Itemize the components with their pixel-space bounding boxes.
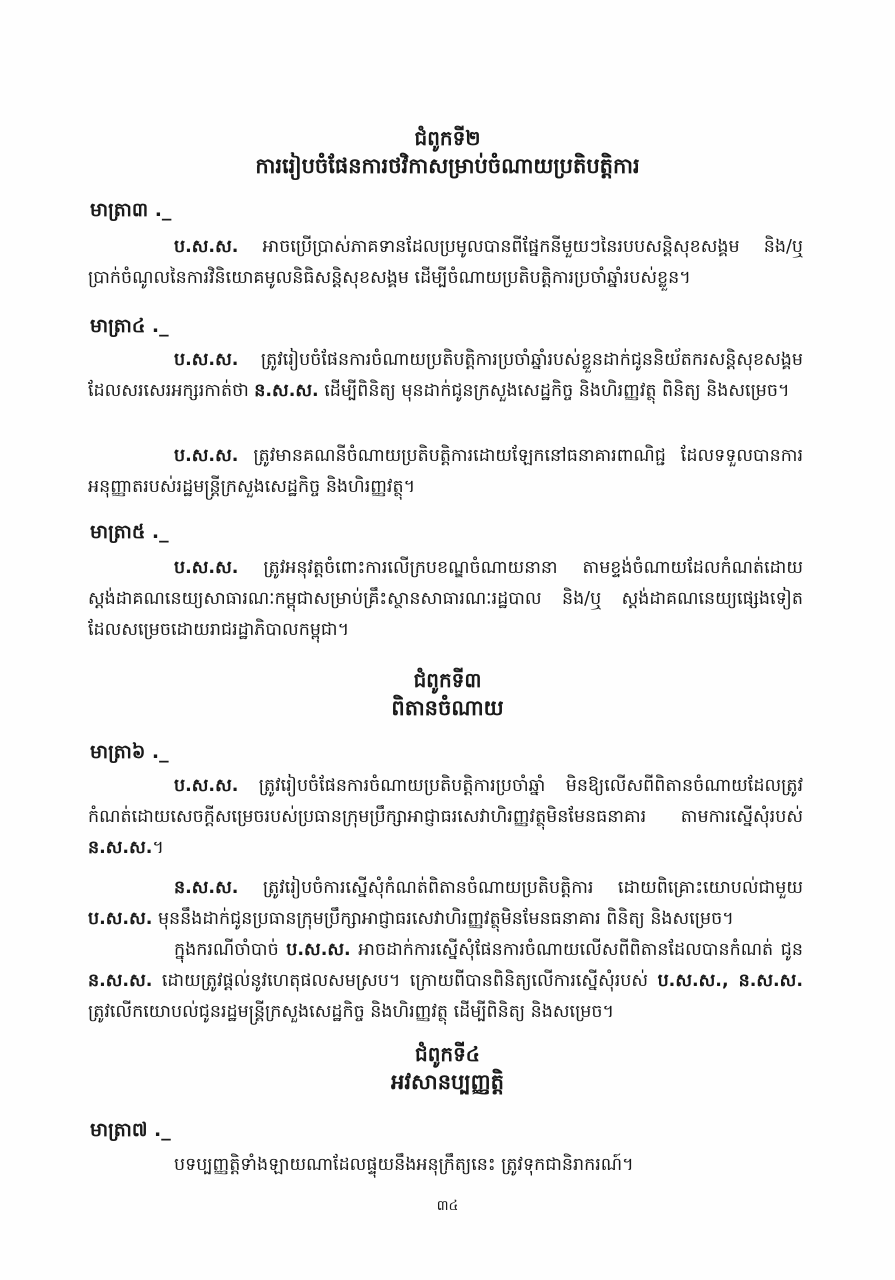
article-6-paragraph-2 xyxy=(88,873,803,935)
abbr-pss: ប.ស.ស. xyxy=(174,237,239,257)
article-4-paragraph-2 xyxy=(88,441,803,503)
text: ត្រូវអនុវត្តចំពោះការលើក្របខណ្ឌចំណាយនានា តាមខ្ទង់ចំណាយដែលកំណត់ដោយស្តង់ដាគណនេយ្យសាធារណៈកម្ពុជាសម្រាប់គ្រឹះស្ថានសាធារណៈរដ្ឋបាល និង/ឬ ស្តង់ដាគណនេយ្យផ្សេងទៀត ដែលសម្រេចដោយរាជរដ្ឋាភិបាលកម្ពុជា។ xyxy=(88,558,803,640)
abbr-nss: ន.ស.ស. xyxy=(88,971,153,991)
text: បទប្បញ្ញត្តិទាំងឡាយណាដែលផ្ទុយនឹងអនុក្រឹត្យនេះ ត្រូវទុកជានិរាករណ៍។ xyxy=(174,1155,634,1175)
article-3-label: មាត្រា៣ ._ xyxy=(90,199,172,221)
abbr-pss: ប.ស.ស. xyxy=(174,350,239,370)
abbr-pss-nss: ប.ស.ស., ន.ស.ស. xyxy=(657,971,803,991)
text: ត្រូវរៀបចំផែនការចំណាយប្រតិបត្តិការប្រចាំឆ្នាំរបស់ខ្លួនដាក់ជូននិយ័តករសន្តិសុខសង្គម ដែលសរសេរអក្សរកាត់ថា xyxy=(88,350,803,401)
article-4-paragraph-1 xyxy=(88,345,803,407)
article-5-paragraph-1 xyxy=(88,553,803,646)
chapter-2-heading: ជំពូកទី២ xyxy=(414,126,481,150)
article-6-label: មាត្រា៦ ._ xyxy=(90,741,169,763)
abbr-pss: ប.ស.ស. xyxy=(286,940,351,960)
text: ត្រូវរៀបចំផែនការចំណាយប្រតិបត្តិការប្រចាំឆ្នាំ មិនឱ្យលើសពីពិតានចំណាយដែលត្រូវកំណត់ដោយសេចក្តីសម្រេចរបស់ប្រធានក្រុមប្រឹក្សាអាជ្ញាធរសេវាហិរញ្ញវត្ថុមិនមែនធនាគារ តាមការស្នើសុំរបស់ xyxy=(88,776,803,827)
chapter-4-heading: ជំពូកទី៤ xyxy=(415,1042,480,1066)
text: ដោយត្រូវផ្តល់នូវហេតុផលសមស្រប។ ក្រោយពីបានពិនិត្យលើការស្នើសុំរបស់ xyxy=(152,971,658,991)
abbr-nss: ន.ស.ស. xyxy=(174,878,239,898)
chapter-4-header xyxy=(0,1040,895,1096)
text: អាចដាក់ការស្នើសុំផែនការចំណាយលើសពីពិតានដែលបានកំណត់ ជូន xyxy=(350,940,803,960)
text: ត្រូវលើកយោបល់ជូនរដ្ឋមន្ត្រីក្រសួងសេដ្ឋកិច្ច និងហិរញ្ញវត្ថុ ដើម្បីពិនិត្យ និងសម្រេច។ xyxy=(88,1002,615,1022)
page-number: ៣៤ xyxy=(436,1198,459,1214)
chapter-3-title: ពិតានចំណាយ xyxy=(391,696,504,720)
chapter-2-title: ការរៀបចំផែនការថវិកាសម្រាប់ចំណាយប្រតិបត្តិការ xyxy=(255,154,640,178)
abbr-pss: ប.ស.ស. xyxy=(174,446,239,466)
article-4-label: មាត្រា៤ ._ xyxy=(90,315,169,337)
chapter-3-header xyxy=(0,666,895,722)
abbr-nss: ន.ស.ស. xyxy=(88,838,153,858)
chapter-2-header xyxy=(0,124,895,180)
chapter-3-heading: ជំពូកទី៣ xyxy=(413,668,482,692)
article-5-label: មាត្រា៥ ._ xyxy=(90,521,169,543)
article-7-label: មាត្រា៧ ._ xyxy=(90,1119,171,1141)
abbr-pss: ប.ស.ស. xyxy=(174,776,239,796)
text: អាចប្រើប្រាស់ភាគទានដែលប្រមូលបានពីផ្នែកនីមួយៗនៃរបបសន្តិសុខសង្គម និង/ឬ ប្រាក់ចំណូលនៃការវិនិយោគមូលនិធិសន្តិសុខសង្គម ដើម្បីចំណាយប្រតិបត្តិការប្រចាំឆ្នាំរបស់ខ្លួន។ xyxy=(88,237,803,288)
article-6-paragraph-1 xyxy=(88,771,803,864)
text: មុននឹងដាក់ជូនប្រធានក្រុមប្រឹក្សាអាជ្ញាធរសេវាហិរញ្ញវត្ថុមិនមែនធនាគារ ពិនិត្យ និងសម្រេច។ xyxy=(152,909,734,929)
text: ដើម្បីពិនិត្យ មុនដាក់ជូនក្រសួងសេដ្ឋកិច្ច និងហិរញ្ញវត្ថុ ពិនិត្យ និងសម្រេច។ xyxy=(318,381,790,401)
abbr-pss: ប.ស.ស. xyxy=(88,909,153,929)
text: ត្រូវរៀបចំការស្នើសុំកំណត់ពិតានចំណាយប្រតិបត្តិការ ដោយពិគ្រោះយោបល់ជាមួយ xyxy=(238,878,803,898)
abbr-nss: ន.ស.ស. xyxy=(254,381,319,401)
chapter-4-title: អវសានប្បញ្ញត្តិ xyxy=(391,1070,504,1094)
article-3-paragraph-1 xyxy=(88,232,803,294)
text: ។ xyxy=(152,838,164,858)
text: ត្រូវមានគណនីចំណាយប្រតិបត្តិការដោយឡែកនៅធនាគារពាណិជ្ជ ដែលទទួលបានការអនុញ្ញាតរបស់រដ្ឋមន្ត្រីក្រសួងសេដ្ឋកិច្ច និងហិរញ្ញវត្ថុ។ xyxy=(88,446,803,497)
article-6-paragraph-3 xyxy=(88,935,803,1028)
abbr-pss: ប.ស.ស. xyxy=(174,558,239,578)
text: ក្នុងករណីចាំបាច់ xyxy=(174,940,287,960)
article-7-paragraph-1 xyxy=(88,1150,803,1181)
